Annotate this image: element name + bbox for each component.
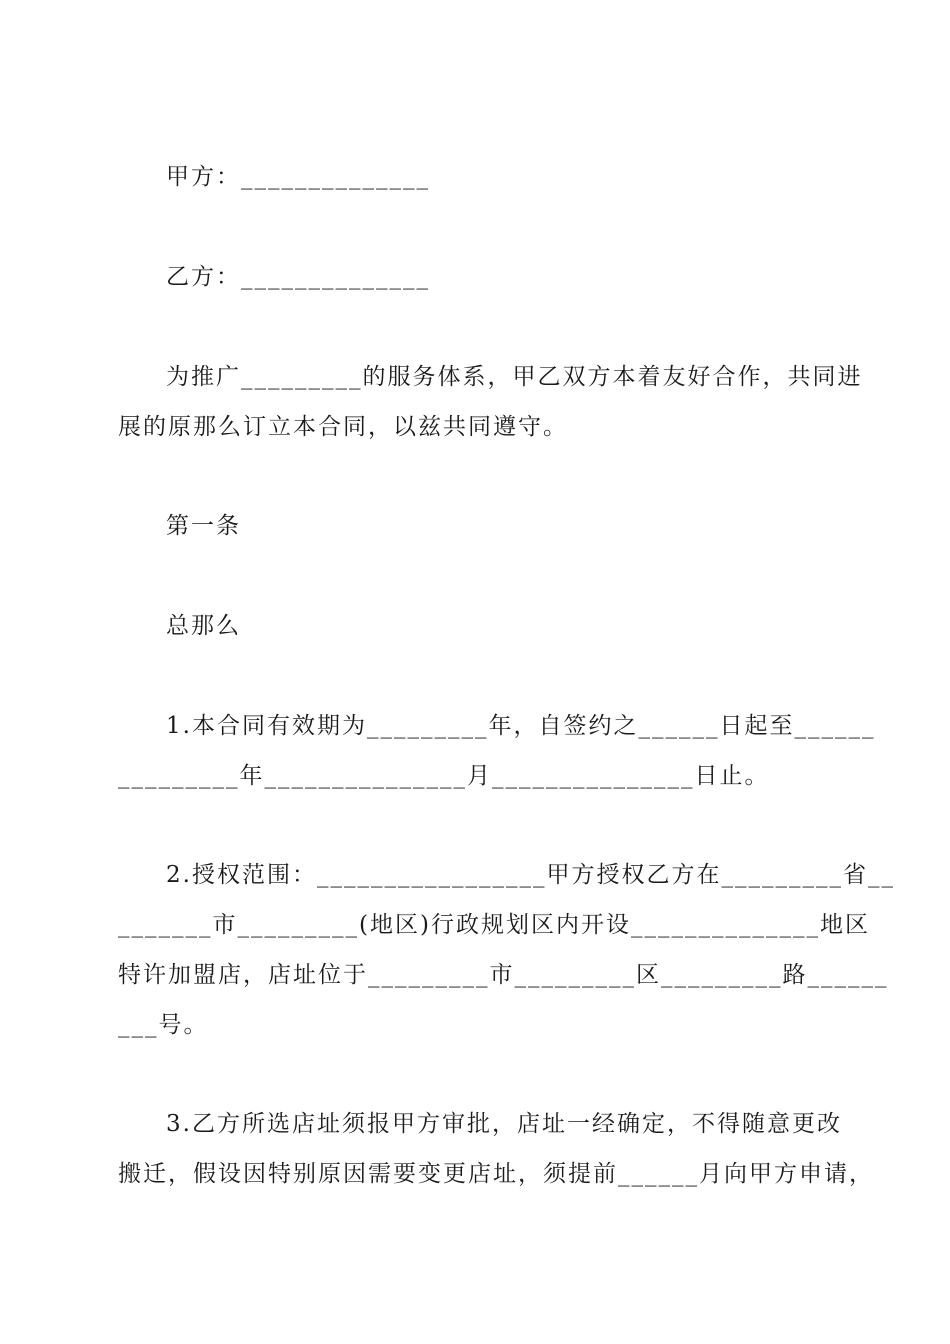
party-a-line: 甲方：______________ (166, 164, 430, 190)
party-b-line: 乙方：______________ (166, 264, 430, 290)
clause-1-line-2: _________年_______________月_______________日止。 (118, 763, 770, 789)
article-heading: 第一条 (166, 513, 241, 539)
preamble-line-1: 为推广_________的服务体系，甲乙双方本着友好合作，共同进 (166, 364, 863, 390)
clause-2-line-4: ___号。 (118, 1012, 209, 1038)
clause-2-line-3: 特许加盟店，店址位于_________市_________区_________路______ (118, 962, 889, 988)
clause-3-line-1: 3.乙方所选店址须报甲方审批，店址一经确定，不得随意更改 (166, 1111, 842, 1137)
article-title: 总那么 (166, 613, 241, 639)
clause-3-line-2: 搬迁，假设因特别原因需要变更店址，须提前______月向甲方申请， (118, 1161, 874, 1187)
preamble-line-2: 展的原那么订立本合同，以兹共同遵守。 (118, 414, 568, 440)
clause-2-line-2: _______市_________(地区)行政规划区内开设______________地区 (118, 912, 870, 938)
clause-1-line-1: 1.本合同有效期为_________年，自签约之______日起至______ (166, 713, 876, 739)
clause-2-line-1: 2.授权范围：_________________甲方授权乙方在_________省__ (166, 862, 895, 888)
